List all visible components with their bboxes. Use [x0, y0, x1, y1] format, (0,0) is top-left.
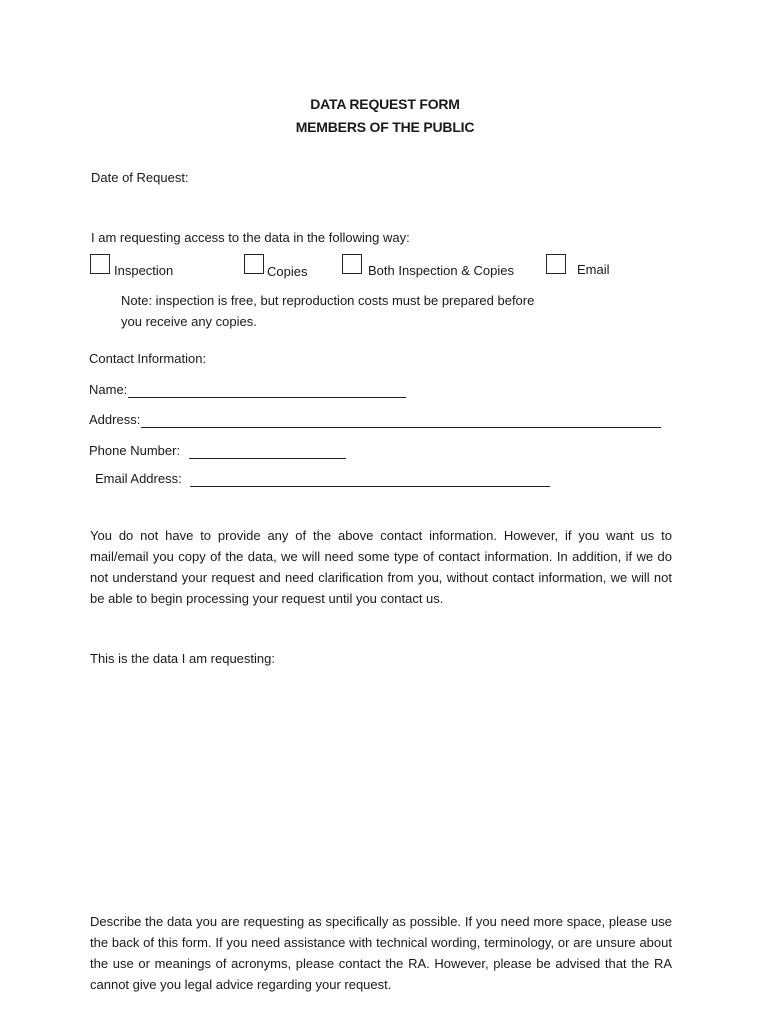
describe-notice-paragraph: Describe the data you are requesting as specifically as possible. If you need more space, please use the back of this form. If you need assistance with technical wording, terminology, or are unsure about the use or meanings of acronyms, please contact the RA. However, please be advised that the RA cannot give you legal advice regarding your request. — [90, 914, 672, 992]
inspection-label: Inspection — [114, 263, 174, 278]
contact-notice-paragraph: You do not have to provide any of the above contact information. However, if you want us to mail/email you copy of the data, we will need some type of contact information. In addition, if we do not understand your request and need clarification from you, without contact information, we will not be able to begin processing your request until you contact us. — [90, 528, 672, 606]
both-checkbox[interactable] — [342, 254, 362, 274]
email-address-label: Email Address: — [95, 471, 182, 486]
copies-label: Copies — [267, 264, 308, 279]
phone-field[interactable] — [189, 458, 346, 459]
note-line-1: Note: inspection is free, but reproduction costs must be prepared before — [121, 293, 535, 308]
email-option-label: Email — [577, 262, 610, 277]
data-request-area[interactable] — [90, 675, 672, 895]
phone-label: Phone Number: — [89, 443, 181, 458]
contact-heading: Contact Information: — [89, 351, 207, 366]
data-requested-label: This is the data I am requesting: — [90, 651, 275, 666]
address-label: Address: — [89, 412, 141, 427]
both-label: Both Inspection & Copies — [368, 263, 514, 278]
name-label: Name: — [89, 382, 128, 397]
name-field[interactable] — [128, 397, 406, 398]
date-of-request-label: Date of Request: — [91, 170, 189, 185]
address-field[interactable] — [141, 427, 661, 428]
copies-checkbox[interactable] — [244, 254, 264, 274]
note-line-2: you receive any copies. — [121, 314, 257, 329]
inspection-checkbox[interactable] — [90, 254, 110, 274]
form-title: DATA REQUEST FORM — [310, 96, 460, 112]
form-subtitle: MEMBERS OF THE PUBLIC — [295, 119, 475, 135]
access-prompt: I am requesting access to the data in the following way: — [91, 230, 410, 245]
email-address-field[interactable] — [190, 486, 550, 487]
email-checkbox[interactable] — [546, 254, 566, 274]
